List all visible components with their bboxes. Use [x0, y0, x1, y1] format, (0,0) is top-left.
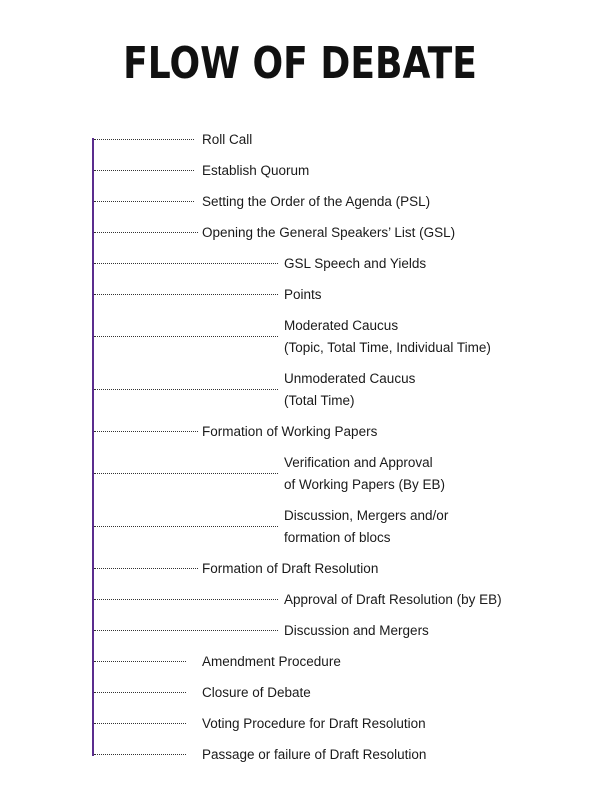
flow-spine — [92, 138, 94, 756]
dotted-leader — [94, 723, 186, 724]
dotted-leader — [94, 473, 278, 474]
flow-step-label: Opening the General Speakers’ List (GSL) — [202, 225, 456, 240]
dotted-leader — [94, 692, 186, 693]
flow-step-label: Setting the Order of the Agenda (PSL) — [202, 194, 431, 209]
dotted-leader — [94, 526, 278, 527]
flow-step-label: Voting Procedure for Draft Resolution — [202, 716, 426, 731]
flow-step-label: formation of blocs — [284, 530, 391, 545]
dotted-leader — [94, 431, 198, 432]
dotted-leader — [94, 661, 186, 662]
flow-step-label: Verification and Approval — [284, 455, 433, 470]
dotted-leader — [94, 568, 198, 569]
flow-step-label: Formation of Draft Resolution — [202, 561, 379, 576]
dotted-leader — [94, 389, 278, 390]
flow-step-label: (Topic, Total Time, Individual Time) — [284, 340, 491, 355]
dotted-leader — [94, 294, 278, 295]
flow-step-label: of Working Papers (By EB) — [284, 477, 446, 492]
flow-step-label: Unmoderated Caucus — [284, 371, 416, 386]
flow-step-label: Approval of Draft Resolution (by EB) — [284, 592, 502, 607]
flow-step-label: Amendment Procedure — [202, 654, 341, 669]
flow-step-label: Closure of Debate — [202, 685, 311, 700]
dotted-leader — [94, 232, 198, 233]
flow-step-label: Discussion and Mergers — [284, 623, 429, 638]
flow-step-label: Moderated Caucus — [284, 318, 399, 333]
dotted-leader — [94, 170, 194, 171]
page-title: FLOW OF DEBATE — [123, 38, 477, 89]
dotted-leader — [94, 263, 278, 264]
dotted-leader — [94, 336, 278, 337]
flow-step-label: GSL Speech and Yields — [284, 256, 427, 271]
dotted-leader — [94, 201, 194, 202]
flow-step-label: Establish Quorum — [202, 163, 310, 178]
dotted-leader — [94, 599, 278, 600]
flow-step-label: Formation of Working Papers — [202, 424, 378, 439]
dotted-leader — [94, 754, 186, 755]
flow-step-label: Passage or failure of Draft Resolution — [202, 747, 427, 762]
flow-step-label: Roll Call — [202, 132, 253, 147]
dotted-leader — [94, 139, 194, 140]
flow-step-label: Discussion, Mergers and/or — [284, 508, 449, 523]
flow-step-label: (Total Time) — [284, 393, 355, 408]
flow-step-label: Points — [284, 287, 322, 302]
dotted-leader — [94, 630, 278, 631]
